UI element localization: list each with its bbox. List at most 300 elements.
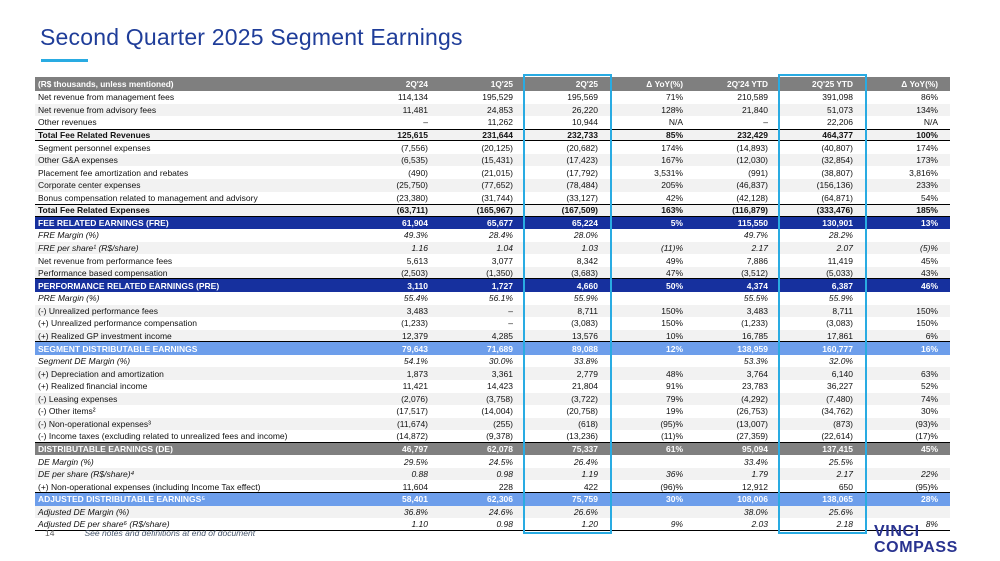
table-row [35,393,950,406]
cell-value: 33.8% [573,356,598,367]
table-row [35,305,950,318]
cell-value: (23,380) [396,192,428,203]
table-row [35,330,950,343]
cell-value: (3,758) [486,393,513,404]
cell-value: 29.5% [403,456,428,467]
cell-value: 100% [916,129,938,140]
cell-value: 26.4% [573,456,598,467]
cell-value: 9% [670,519,683,530]
cell-value: 55.4% [403,293,428,304]
cell-value: 51,073 [827,104,853,115]
table-row [35,104,950,117]
page-title: Second Quarter 2025 Segment Earnings [40,24,463,50]
header-column-5: 2Q'24 YTD [726,79,768,89]
cell-value: 4,374 [746,280,768,291]
row-label: (-) Unrealized performance fees [38,305,158,316]
cell-value: 1.10 [411,519,428,530]
cell-value: 36,227 [827,381,853,392]
cell-value: 49.7% [743,230,768,241]
cell-value: 195,569 [567,92,598,103]
table-row [35,229,950,242]
cell-value: 6,140 [831,368,853,379]
cell-value: (5,033) [826,268,853,279]
cell-value: (15,431) [481,155,513,166]
cell-value: 11,419 [827,255,853,266]
cell-value: 195,529 [482,92,513,103]
cell-value: 163% [661,205,683,216]
cell-value: (33,127) [566,192,598,203]
cell-value: 1.19 [581,469,598,480]
cell-value: 8,342 [576,255,598,266]
cell-value: 63% [920,368,938,379]
cell-value: 150% [916,305,938,316]
cell-value: (31,744) [481,192,513,203]
cell-value: (1,233) [401,318,428,329]
cell-value: 36% [665,469,683,480]
row-label: Other G&A expenses [38,155,118,166]
cell-value: 54% [920,192,938,203]
cell-value: 21,840 [742,104,768,115]
row-label: (-) Other items² [38,406,96,417]
cell-value: 174% [916,142,938,153]
cell-value: 228 [498,481,513,492]
row-label: Total Fee Related Expenses [38,205,150,216]
row-label: Performance based compensation [38,268,168,279]
table-row [35,279,950,292]
cell-value: (20,758) [566,406,598,417]
cell-value: 1.03 [581,243,598,254]
cell-value: 79% [665,393,683,404]
slide-footer [45,528,255,538]
cell-value: 10,944 [572,117,598,128]
row-label: DE per share (R$/share)⁴ [38,469,135,480]
cell-value: (873) [833,418,853,429]
cell-value: (95)% [660,418,683,429]
cell-value: 50% [665,280,683,291]
cell-value: 13,576 [572,330,598,341]
cell-value: 24,853 [487,104,513,115]
cell-value: (11)% [660,243,683,254]
cell-value: 55.5% [743,293,768,304]
logo-line-compass: COMPASS [874,538,958,556]
cell-value: 11,481 [402,104,428,115]
cell-value: 2.18 [836,519,853,530]
cell-value: 10% [665,330,683,341]
row-label: (+) Realized GP investment income [38,330,172,341]
cell-value: 3,361 [491,368,513,379]
cell-value: (64,871) [821,192,853,203]
row-label: PERFORMANCE RELATED EARNINGS (PRE) [38,280,220,291]
cell-value: (17,517) [396,406,428,417]
table-row [35,405,950,418]
table-row [35,493,950,506]
cell-value: 8,711 [577,305,598,316]
cell-value: 71% [665,92,683,103]
row-label: Corporate center expenses [38,180,141,191]
cell-value: (17,423) [566,155,598,166]
cell-value: 30% [920,406,938,417]
cell-value: (3,512) [741,268,768,279]
cell-value: 54.1% [403,356,428,367]
table-row [35,317,950,330]
header-column-3: 2Q'25 [575,79,598,89]
cell-value: (156,136) [816,180,853,191]
cell-value: (3,083) [826,318,853,329]
cell-value: 231,644 [482,129,513,140]
cell-value: (14,004) [481,406,513,417]
cell-value: (6,535) [401,155,428,166]
cell-value: 25.5% [828,456,853,467]
cell-value: 26,220 [572,104,598,115]
cell-value: (96)% [660,481,683,492]
cell-value: 52% [920,381,938,392]
table-row [35,292,950,305]
cell-value: 174% [661,142,683,153]
cell-value: 185% [916,205,938,216]
table-row [35,468,950,481]
cell-value: (3,083) [571,318,598,329]
row-label: DE Margin (%) [38,456,94,467]
cell-value: (7,556) [401,142,428,153]
cell-value: 8% [925,519,938,530]
table-row [35,480,950,493]
footnote: See notes and definitions at end of document [84,528,256,538]
cell-value: 12,379 [402,330,428,341]
cell-value: (27,359) [736,431,768,442]
cell-value: (991) [748,167,768,178]
cell-value: 58,401 [402,494,428,505]
row-label: (+) Realized financial income [38,381,148,392]
cell-value: 7,886 [746,255,768,266]
cell-value: 4,660 [576,280,598,291]
table-row [35,506,950,519]
cell-value: 8,711 [832,305,853,316]
cell-value: (116,879) [732,205,768,216]
cell-value: 30.0% [488,356,513,367]
cell-value: (2,076) [401,393,428,404]
page-number: 14 [45,528,55,538]
title-underline [41,59,88,62]
table-header-row [35,77,950,91]
row-label: (-) Non-operational expenses³ [38,418,151,429]
cell-value: 1.16 [411,243,428,254]
row-label: Adjusted DE per share⁶ (R$/share) [38,519,170,530]
table-row [35,217,950,230]
cell-value: 128% [661,104,683,115]
cell-value: – [763,117,768,128]
cell-value: 25.6% [828,506,853,517]
cell-value: 3,077 [491,255,513,266]
cell-value: 1.04 [496,243,513,254]
row-label: SEGMENT DISTRIBUTABLE EARNINGS [38,343,198,354]
cell-value: (333,476) [816,205,853,216]
cell-value: (17,792) [566,167,598,178]
cell-value: 62,078 [487,444,513,455]
cell-value: 33.4% [743,456,768,467]
cell-value: 5% [670,217,683,228]
row-label: Segment DE Margin (%) [38,356,131,367]
cell-value: 49% [665,255,683,266]
cell-value: 22% [920,469,938,480]
table-row [35,443,950,456]
row-label: (+) Depreciation and amortization [38,368,164,379]
table-row [35,91,950,104]
cell-value: 2.17 [836,469,853,480]
cell-value: 16,785 [742,330,768,341]
cell-value: 130,901 [822,217,853,228]
row-label: Net revenue from advisory fees [38,104,157,115]
cell-value: 62,306 [487,494,513,505]
cell-value: – [508,305,513,316]
cell-value: 89,088 [572,343,598,354]
cell-value: 134% [916,104,938,115]
cell-value: 12,912 [742,481,768,492]
cell-value: 36.8% [403,506,428,517]
cell-value: 38.0% [743,506,768,517]
table-row [35,154,950,167]
cell-value: 160,777 [822,343,853,354]
cell-value: (618) [578,418,598,429]
cell-value: (42,128) [736,192,768,203]
cell-value: (255) [493,418,513,429]
cell-value: 75,759 [572,494,598,505]
cell-value: 464,377 [822,129,853,140]
header-column-6: 2Q'25 YTD [811,79,853,89]
cell-value: 47% [665,268,683,279]
cell-value: 6,387 [831,280,853,291]
row-label: Adjusted DE Margin (%) [38,506,130,517]
table-row [35,367,950,380]
cell-value: (34,762) [821,406,853,417]
cell-value: 115,550 [737,217,768,228]
cell-value: (14,872) [396,431,428,442]
cell-value: 3,764 [746,368,768,379]
cell-value: 22,206 [827,117,853,128]
row-label: FEE RELATED EARNINGS (FRE) [38,217,169,228]
table-body [35,91,950,531]
cell-value: 43% [920,268,938,279]
cell-value: 150% [916,318,938,329]
table-row [35,380,950,393]
cell-value: 2,779 [576,368,598,379]
cell-value: (25,750) [396,180,428,191]
cell-value: 0.98 [496,469,513,480]
cell-value: 74% [920,393,938,404]
cell-value: 2.17 [751,243,768,254]
cell-value: 3,531% [654,167,683,178]
cell-value: 173% [916,155,938,166]
row-label: Bonus compensation related to management and advisory [38,192,258,203]
cell-value: (40,807) [821,142,853,153]
cell-value: (9,378) [486,431,513,442]
cell-value: 28.4% [488,230,513,241]
header-column-1: 2Q'24 [405,79,428,89]
cell-value: 12% [665,343,683,354]
cell-value: 1,873 [406,368,428,379]
cell-value: 61% [665,444,683,455]
cell-value: 150% [661,305,683,316]
header-units-label: (R$ thousands, unless mentioned) [38,79,174,89]
cell-value: 26.6% [573,506,598,517]
table-row [35,141,950,154]
cell-value: 48% [665,368,683,379]
cell-value: (21,015) [481,167,513,178]
cell-value: 85% [665,129,683,140]
cell-value: (167,509) [561,205,598,216]
cell-value: 21,804 [572,381,598,392]
cell-value: 205% [661,180,683,191]
cell-value: 13% [920,217,938,228]
cell-value: (20,125) [481,142,513,153]
cell-value: (26,753) [736,406,768,417]
cell-value: 0.88 [411,469,428,480]
cell-value: 19% [665,406,683,417]
cell-value: 108,006 [737,494,768,505]
table-row [35,192,950,205]
cell-value: 11,604 [402,481,428,492]
cell-value: (490) [408,167,428,178]
table-row [35,254,950,267]
cell-value: 5,613 [406,255,428,266]
cell-value: 46% [920,280,938,291]
row-label: PRE Margin (%) [38,293,100,304]
row-label: (-) Leasing expenses [38,393,118,404]
cell-value: 75,337 [572,444,598,455]
cell-value: 23,783 [742,381,768,392]
cell-value: (63,711) [396,205,428,216]
table-row [35,242,950,255]
cell-value: 2.03 [751,519,768,530]
row-label: Placement fee amortization and rebates [38,167,189,178]
row-label: (+) Non-operational expenses (including Income Tax effect) [38,481,261,492]
row-label: Total Fee Related Revenues [38,129,151,140]
cell-value: 210,589 [737,92,768,103]
vinci-compass-logo [874,524,958,555]
cell-value: (93)% [915,418,938,429]
segment-earnings-table [35,77,950,531]
cell-value: (14,893) [736,142,768,153]
cell-value: 46,797 [402,444,428,455]
cell-value: (7,480) [826,393,853,404]
row-label: (-) Income taxes (excluding related to unrealized fees and income) [38,431,288,442]
cell-value: 24.6% [488,506,513,517]
cell-value: 65,677 [487,217,513,228]
cell-value: 42% [665,192,683,203]
cell-value: 233% [916,180,938,191]
cell-value: 55.9% [828,293,853,304]
cell-value: (3,722) [571,393,598,404]
cell-value: (78,484) [566,180,598,191]
header-column-4: Δ YoY(%) [646,79,683,89]
cell-value: 422 [583,481,598,492]
cell-value: 232,733 [567,129,598,140]
row-label: Other revenues [38,117,97,128]
cell-value: 3,483 [406,305,428,316]
cell-value: 11,421 [402,381,428,392]
cell-value: 1.79 [751,469,768,480]
cell-value: (11)% [660,431,683,442]
row-label: FRE Margin (%) [38,230,99,241]
cell-value: 17,861 [827,330,853,341]
table-row [35,455,950,468]
cell-value: (38,807) [821,167,853,178]
cell-value: 61,904 [402,217,428,228]
cell-value: 138,959 [737,343,768,354]
cell-value: 167% [661,155,683,166]
cell-value: (2,503) [401,268,428,279]
cell-value: (17)% [915,431,938,442]
cell-value: 137,415 [822,444,853,455]
cell-value: N/A [668,117,683,128]
table-row [35,355,950,368]
cell-value: – [423,117,428,128]
cell-value: 55.9% [573,293,598,304]
cell-value: 232,429 [737,129,768,140]
cell-value: 28.0% [573,230,598,241]
cell-value: 49.3% [403,230,428,241]
cell-value: 32.0% [828,356,853,367]
cell-value: (1,350) [486,268,513,279]
cell-value: (5)% [920,243,938,254]
cell-value: 3,483 [746,305,768,316]
cell-value: 91% [665,381,683,392]
row-label: DISTRIBUTABLE EARNINGS (DE) [38,444,173,455]
cell-value: 138,065 [822,494,853,505]
cell-value: 79,643 [402,343,428,354]
cell-value: (95)% [915,481,938,492]
cell-value: (4,292) [741,393,768,404]
table-row [35,342,950,355]
cell-value: 114,134 [397,92,428,103]
cell-value: 0.98 [496,519,513,530]
table-row [35,116,950,129]
cell-value: 11,262 [487,117,513,128]
table-row [35,204,950,217]
cell-value: 4,285 [491,330,513,341]
cell-value: 53.3% [743,356,768,367]
row-label: ADJUSTED DISTRIBUTABLE EARNINGS⁵ [38,494,206,505]
cell-value: 650 [838,481,853,492]
header-column-7: Δ YoY(%) [901,79,938,89]
cell-value: 6% [925,330,938,341]
row-label: Net revenue from management fees [38,92,175,103]
table-row [35,166,950,179]
table-row [35,430,950,443]
cell-value: 28.2% [828,230,853,241]
table-row [35,267,950,280]
table-row [35,129,950,142]
cell-value: 14,423 [487,381,513,392]
cell-value: (77,652) [481,180,513,191]
cell-value: 65,224 [572,217,598,228]
cell-value: 150% [661,318,683,329]
cell-value: 56.1% [488,293,513,304]
cell-value: (32,854) [821,155,853,166]
cell-value: (3,683) [571,268,598,279]
logo-line-vinci: VINCI [874,523,920,540]
cell-value: (12,030) [736,155,768,166]
header-column-2: 1Q'25 [490,79,513,89]
cell-value: 16% [920,343,938,354]
cell-value: 24.5% [488,456,513,467]
cell-value: 71,689 [487,343,513,354]
cell-value: (13,236) [566,431,598,442]
cell-value: 45% [920,444,938,455]
cell-value: N/A [923,117,938,128]
cell-value: 1.20 [581,519,598,530]
cell-value: (20,682) [566,142,598,153]
cell-value: (11,674) [396,418,428,429]
